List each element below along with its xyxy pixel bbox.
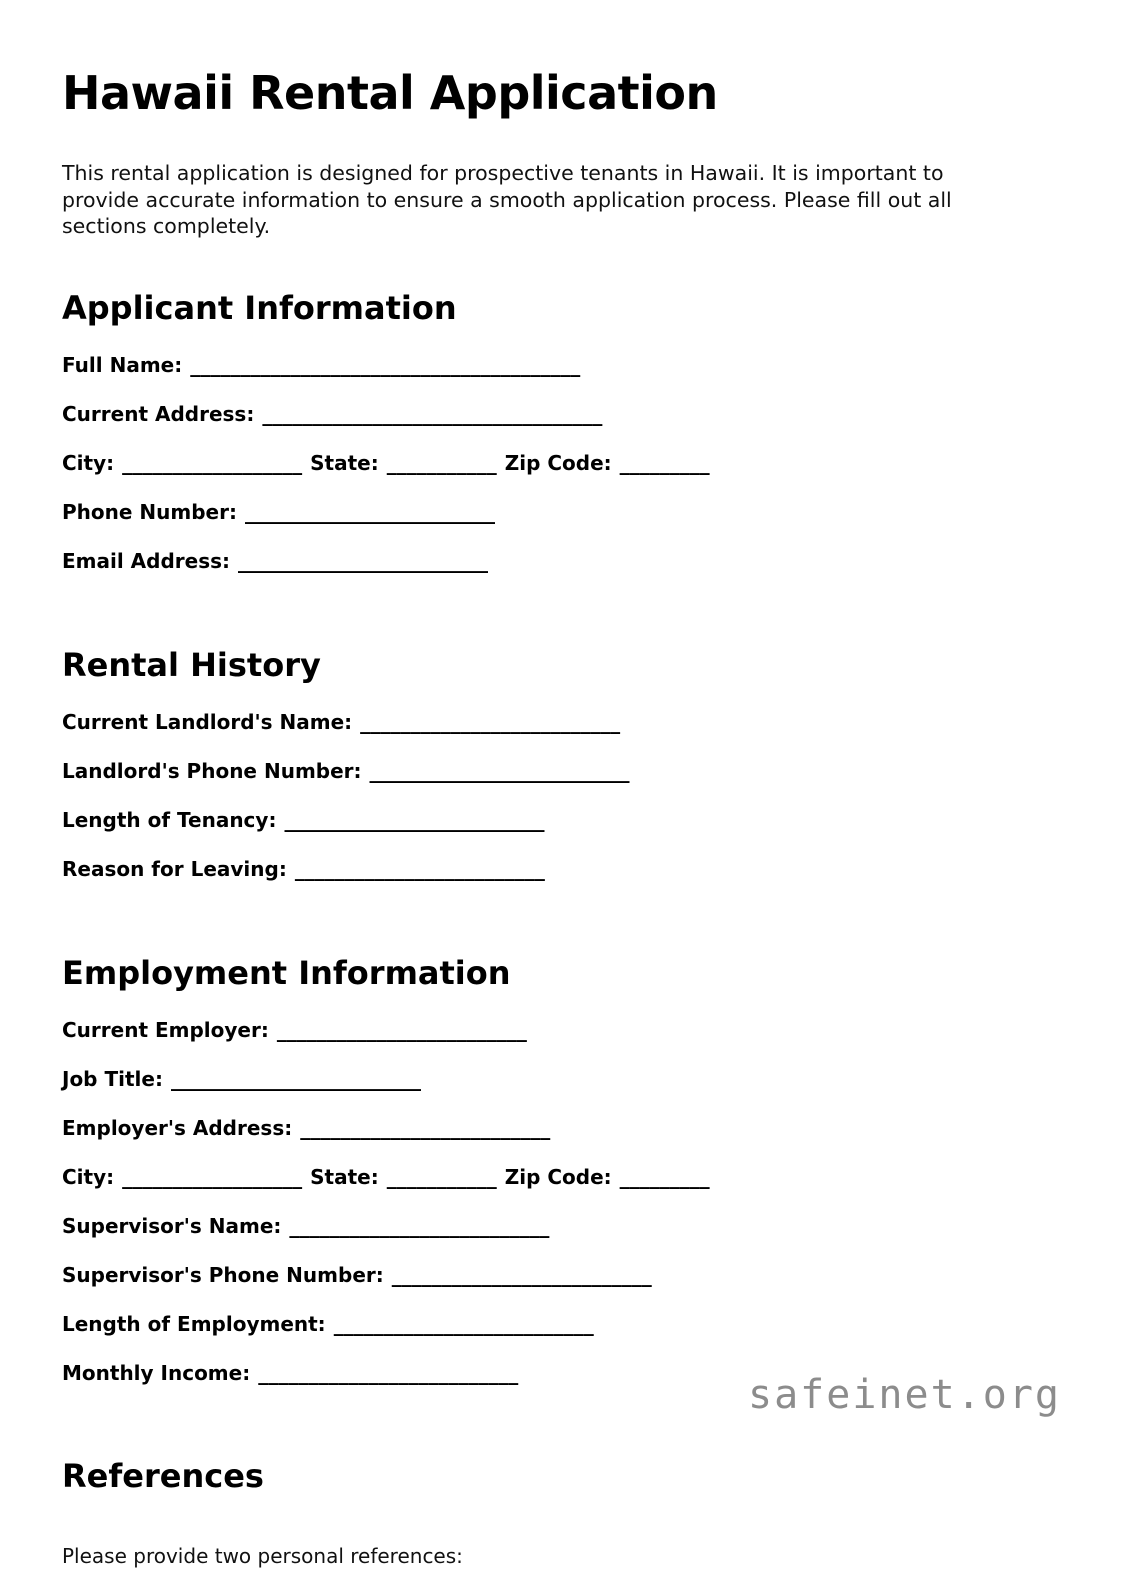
- document-body: [62, 0, 1062, 1588]
- field-label-zip-code-employer: Zip Code:: [504, 1164, 612, 1189]
- field-row-email-address: [62, 548, 1062, 600]
- field-blank-reason-for-leaving[interactable]: _________________________: [294, 856, 545, 881]
- field-row-city-state-zip-applicant: [62, 450, 1062, 502]
- page-title: Hawaii Rental Application: [62, 66, 718, 120]
- field-label-city-applicant: City:: [62, 450, 115, 475]
- field-row-city-state-zip-employer: [62, 1164, 1062, 1216]
- field-label-reason-for-leaving: Reason for Leaving:: [62, 856, 287, 881]
- field-label-email-address: Email Address:: [62, 548, 231, 573]
- field-blank-supervisors-name[interactable]: __________________________: [289, 1213, 550, 1238]
- field-label-full-name: Full Name:: [62, 352, 183, 377]
- field-blank-full-name[interactable]: _______________________________________: [190, 352, 581, 377]
- section-heading-applicant-information: Applicant Information: [62, 288, 457, 327]
- employment-information-fields: [62, 989, 1062, 1412]
- section-heading-employment-information: Employment Information: [62, 953, 511, 992]
- section-heading-references: References: [62, 1456, 264, 1495]
- field-blank-job-title[interactable]: _________________________: [170, 1066, 421, 1091]
- field-label-supervisors-phone-number: Supervisor's Phone Number:: [62, 1262, 384, 1287]
- field-label-supervisors-name: Supervisor's Name:: [62, 1213, 282, 1238]
- rental-history-fields: [62, 681, 1062, 908]
- field-blank-employers-address[interactable]: _________________________: [300, 1115, 551, 1140]
- field-label-job-title: Job Title:: [62, 1066, 163, 1091]
- field-blank-length-of-tenancy[interactable]: __________________________: [284, 807, 545, 832]
- field-label-length-of-employment: Length of Employment:: [62, 1311, 326, 1336]
- intro-paragraph: This rental application is designed for prospective tenants in Hawaii. It is important to provide accurate information to ensure a smooth application process. Please fill out all sections completely.: [62, 161, 952, 239]
- field-label-current-address: Current Address:: [62, 401, 255, 426]
- field-blank-current-employer[interactable]: _________________________: [276, 1017, 527, 1042]
- field-blank-state-employer[interactable]: ___________: [386, 1164, 497, 1189]
- field-blank-monthly-income[interactable]: __________________________: [258, 1360, 519, 1385]
- field-blank-email-address[interactable]: _________________________: [238, 548, 489, 573]
- field-row-job-title: [62, 1066, 1062, 1118]
- field-blank-state-applicant[interactable]: ___________: [386, 450, 497, 475]
- field-blank-city-applicant[interactable]: __________________: [122, 450, 303, 475]
- field-blank-zip-code-applicant[interactable]: _________: [619, 450, 710, 475]
- field-label-monthly-income: Monthly Income:: [62, 1360, 251, 1385]
- field-blank-current-landlords-name[interactable]: __________________________: [360, 709, 621, 734]
- field-row-length-of-tenancy: [62, 807, 1062, 859]
- field-row-current-employer: [62, 1017, 1062, 1069]
- field-label-state-applicant: State:: [310, 450, 379, 475]
- field-blank-phone-number[interactable]: _________________________: [244, 499, 495, 524]
- field-row-current-landlords-name: [62, 709, 1062, 761]
- field-row-supervisors-phone-number: [62, 1262, 1062, 1314]
- field-label-state-employer: State:: [310, 1164, 379, 1189]
- field-label-current-employer: Current Employer:: [62, 1017, 269, 1042]
- section-heading-rental-history: Rental History: [62, 645, 321, 684]
- field-label-employers-address: Employer's Address:: [62, 1115, 293, 1140]
- applicant-information-fields: [62, 324, 1062, 600]
- field-label-current-landlords-name: Current Landlord's Name:: [62, 709, 353, 734]
- field-label-length-of-tenancy: Length of Tenancy:: [62, 807, 277, 832]
- watermark-safeinet: safeinet.org: [748, 1372, 1061, 1418]
- field-row-phone-number: [62, 499, 1062, 551]
- field-row-employers-address: [62, 1115, 1062, 1167]
- field-blank-length-of-employment[interactable]: __________________________: [333, 1311, 594, 1336]
- field-row-full-name: [62, 352, 1062, 404]
- field-blank-current-address[interactable]: __________________________________: [262, 401, 603, 426]
- field-blank-zip-code-employer[interactable]: _________: [619, 1164, 710, 1189]
- field-row-length-of-employment: [62, 1311, 1062, 1363]
- field-row-supervisors-name: [62, 1213, 1062, 1265]
- field-label-landlords-phone-number: Landlord's Phone Number:: [62, 758, 362, 783]
- field-label-phone-number: Phone Number:: [62, 499, 237, 524]
- field-row-current-address: [62, 401, 1062, 453]
- field-row-landlords-phone-number: [62, 758, 1062, 810]
- field-blank-city-employer[interactable]: __________________: [122, 1164, 303, 1189]
- field-label-zip-code-applicant: Zip Code:: [504, 450, 612, 475]
- references-note: Please provide two personal references:: [62, 1543, 463, 1568]
- field-blank-supervisors-phone-number[interactable]: __________________________: [391, 1262, 652, 1287]
- field-label-city-employer: City:: [62, 1164, 115, 1189]
- field-row-reason-for-leaving: [62, 856, 1062, 908]
- field-blank-landlords-phone-number[interactable]: __________________________: [369, 758, 630, 783]
